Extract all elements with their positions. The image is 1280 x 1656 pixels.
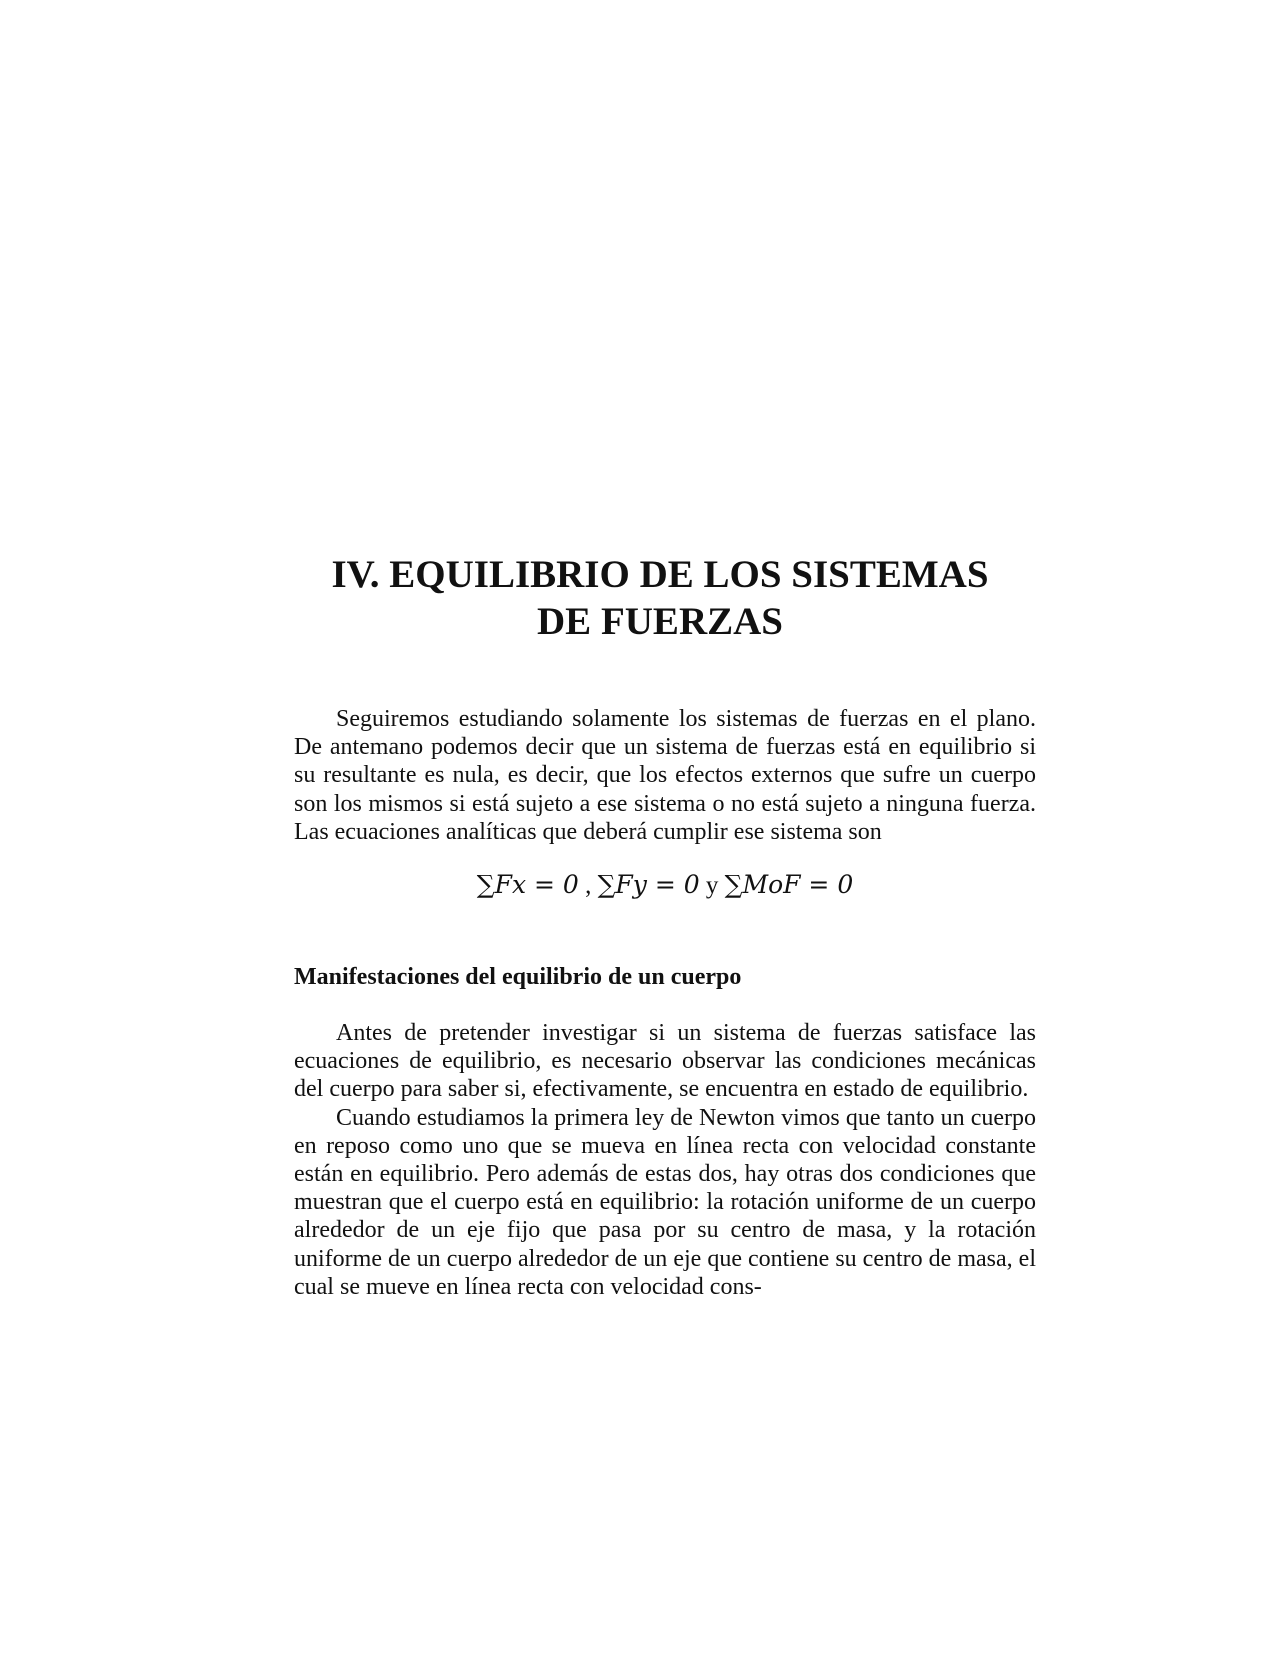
section-block	[294, 1019, 1036, 1301]
intro-block	[294, 705, 1036, 846]
equilibrium-equations	[294, 870, 1036, 901]
equation-separator-comma: ,	[578, 872, 598, 899]
chapter-title	[290, 551, 1030, 645]
chapter-title-line-2: DE FUERZAS	[537, 600, 783, 643]
equation-sum-fx: ∑𝐹𝑥 = 0	[476, 870, 579, 899]
equation-separator-and: y	[699, 872, 725, 899]
chapter-title-line-1: IV. EQUILIBRIO DE LOS SISTEMAS	[331, 553, 989, 596]
intro-paragraph: Seguiremos estudiando solamente los sistemas de fuerzas en el plano. De antemano podemos decir que un sistema de fuerzas está en equilibrio si su resultante es nula, es decir, que los efectos externos que sufre un cuerpo son los mismos si está sujeto a ese sistema o no está sujeto a ninguna fuerza. Las ecuaciones analíticas que deberá cumplir ese sistema son	[294, 706, 1036, 845]
equation-sum-moment: ∑𝑀𝑜𝐹 = 0	[724, 870, 854, 899]
section-paragraph-2: Cuando estudiamos la primera ley de Newton vimos que tanto un cuerpo en reposo como uno que se mueva en línea recta con velocidad constante están en equilibrio. Pero además de estas dos, hay otras dos condiciones que muestran que el cuerpo está en equilibrio: la rotación uniforme de un cuerpo alrededor de un eje fijo que pasa por su centro de masa, y la rotación uniforme de un cuerpo alrededor de un eje que contiene su centro de masa, el cual se mueve en línea recta con velocidad cons-	[294, 1104, 1036, 1300]
section-heading: Manifestaciones del equilibrio de un cuerpo	[294, 964, 742, 990]
equation-sum-fy: ∑𝐹𝑦 = 0	[597, 870, 700, 899]
section-paragraph-1: Antes de pretender investigar si un sistema de fuerzas satisface las ecuaciones de equilibrio, es necesario observar las condiciones mecánicas del cuerpo para saber si, efectivamente, se encuentra en estado de equilibrio.	[294, 1020, 1036, 1103]
